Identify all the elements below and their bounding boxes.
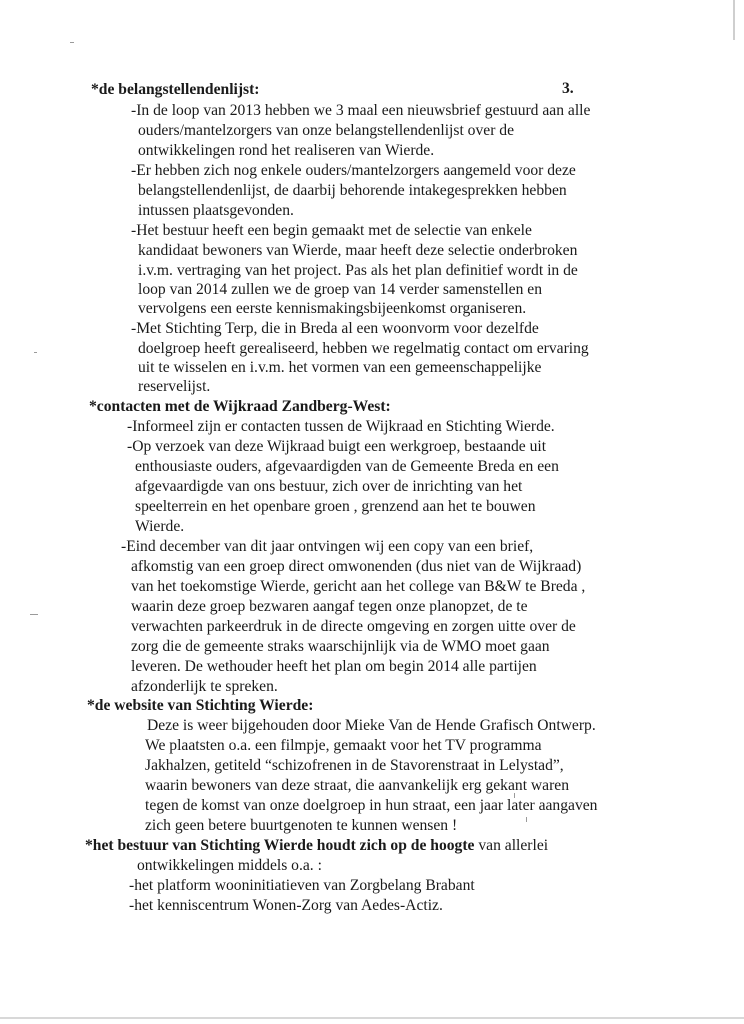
scan-edge-mark — [733, 0, 735, 40]
section-heading-wijkraad: *contacten met de Wijkraad Zandberg-West: — [89, 398, 391, 415]
scan-speck — [30, 614, 38, 615]
text-line: enthousiaste ouders, afgevaardigden van de Gemeente Breda en een — [135, 458, 559, 475]
text-line: zich geen betere buurtgenoten te kunnen wensen ! — [145, 817, 458, 834]
text-line: waarin deze groep bezwaren aangaf tegen onze planopzet, de te — [131, 598, 528, 615]
text-line: kandidaat bewoners van Wierde, maar heeft deze selectie onderbroken — [138, 242, 578, 259]
section-heading-belangstellendenlijst: *de belangstellendenlijst: — [91, 81, 260, 98]
text-line: -Eind december van dit jaar ontvingen wij een copy van een brief, — [121, 538, 534, 555]
scan-speck — [70, 42, 74, 43]
text-line: tegen de komst van onze doelgroep in hun straat, een jaar later aangaven — [145, 797, 598, 814]
section-heading-bestuur — [85, 836, 548, 855]
text-line: ontwikkelingen middels o.a. : — [137, 857, 322, 874]
text-line: intussen plaatsgevonden. — [138, 202, 294, 219]
text-line: doelgroep heeft gerealiseerd, hebben we regelmatig contact om ervaring — [138, 340, 589, 357]
text-line: speelterrein en het openbare groen , grenzend aan het te bouwen — [135, 498, 536, 515]
text-line: loop van 2014 zullen we de groep van 14 verder samenstellen en — [138, 281, 543, 298]
text-line: -Het bestuur heeft een begin gemaakt met de selectie van enkele — [131, 222, 532, 239]
text-line: uit te wisselen en i.v.m. het vormen van een gemeenschappelijke — [138, 359, 542, 376]
text-line: reservelijst. — [138, 378, 211, 395]
section-heading-bestuur-tail: van allerlei — [474, 837, 549, 854]
text-line: -Op verzoek van deze Wijkraad buigt een werkgroep, bestaande uit — [127, 438, 547, 455]
section-heading-bestuur-bold: *het bestuur van Stichting Wierde houdt zich op de hoogte — [85, 837, 475, 854]
section-heading-website: *de website van Stichting Wierde: — [87, 697, 314, 714]
text-line: i.v.m. vertraging van het project. Pas als het plan definitief wordt in de — [138, 262, 578, 279]
scan-bottom-edge — [0, 1017, 744, 1019]
scan-speck — [526, 817, 527, 822]
text-line: zorg die de gemeente straks waarschijnlijk via de WMO moet gaan — [131, 638, 550, 655]
text-line: vervolgens een eerste kennismakingsbijeenkomst organiseren. — [138, 300, 527, 317]
text-line: Deze is weer bijgehouden door Mieke Van de Hende Grafisch Ontwerp. — [147, 717, 596, 734]
text-line: afzonderlijk te spreken. — [131, 678, 278, 695]
page-number: 3. — [562, 80, 574, 97]
text-line: van het toekomstige Wierde, gericht aan het college van B&W te Breda , — [131, 578, 586, 595]
text-line: -Met Stichting Terp, die in Breda al een woonvorm voor dezelfde — [131, 320, 539, 337]
text-line: -het platform wooninitiatieven van Zorgbelang Brabant — [129, 877, 475, 894]
text-line: verwachten parkeerdruk in de directe omgeving en zorgen uitte over de — [131, 618, 576, 635]
text-line: -Informeel zijn er contacten tussen de Wijkraad en Stichting Wierde. — [127, 418, 555, 435]
text-line: belangstellendenlijst, de daarbij behorende intakegesprekken hebben — [138, 182, 567, 199]
text-line: ouders/mantelzorgers van onze belangstellendenlijst over de — [138, 122, 515, 139]
text-line: leveren. De wethouder heeft het plan om begin 2014 alle partijen — [131, 658, 537, 675]
text-line: Jakhalzen, getiteld “schizofrenen in de Stavorenstraat in Lelystad”, — [145, 757, 564, 774]
text-line: -Er hebben zich nog enkele ouders/mantelzorgers aangemeld voor deze — [131, 162, 576, 179]
text-line: -In de loop van 2013 hebben we 3 maal een nieuwsbrief gestuurd aan alle — [131, 102, 591, 119]
text-line: afkomstig van een groep direct omwonenden (dus niet van de Wijkraad) — [131, 558, 582, 575]
text-line: We plaatsten o.a. een filmpje, gemaakt voor het TV programma — [145, 737, 542, 754]
text-line: ontwikkelingen rond het realiseren van Wierde. — [138, 142, 435, 159]
text-line: afgevaardigde van ons bestuur, zich over de inrichting van het — [135, 478, 523, 495]
text-line: waarin bewoners van deze straat, die aanvankelijk erg gekant waren — [145, 777, 570, 794]
scan-speck — [34, 352, 37, 353]
text-line: -het kenniscentrum Wonen-Zorg van Aedes-Actiz. — [129, 897, 443, 914]
text-line: Wierde. — [135, 518, 185, 535]
